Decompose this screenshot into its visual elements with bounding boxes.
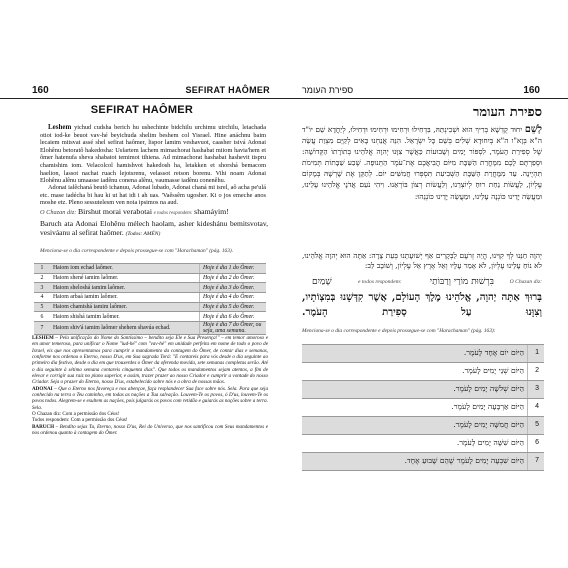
table-row — [34, 302, 266, 312]
comment-chazan: O Chazan diz: Com a permissão dos Céus! — [32, 411, 120, 418]
day-hebrew: הַיּוֹם חֲמִשָּׁה יָמִים לָעֹמֶר. — [453, 420, 524, 429]
blessing-text: Baruch ata Adonai Elohênu mélech haolam, asher kideshánu bemitsvotav, vesiváanu al sefirat haômer. — [40, 219, 268, 237]
day-hebrew: הַיּוֹם אַרְבָּעָה יָמִים לָעֹמֶר. — [451, 402, 524, 411]
day-hebrew: הַיּוֹם שְׁנֵי יָמִים לָעֹמֶר. — [462, 366, 524, 375]
mention-note: Menciona-se o dia correspondente e depois prossegue-se com "Harachaman" (pág. 163). — [40, 248, 234, 254]
day-translation: Hoje é dia 7 do Ômer, ou seja, uma semana. — [200, 322, 267, 335]
row-divider — [527, 399, 528, 416]
comment-baruch: – Bendito sejas Tu, Eterno, nosso D'us, Rei do Universo, que nos santificou com Seus mandamentos e nos ordenou quanto à contagem do Ômer. — [32, 423, 268, 437]
left-page-number: 160 — [32, 85, 49, 96]
leshem-dropword: Leshem — [48, 123, 72, 131]
day-number: 4 — [535, 403, 539, 410]
day-number: 1 — [535, 349, 539, 356]
respond-label: e todos respondem: — [153, 211, 193, 216]
hebrew-chazan-label: O Chazan diz: — [509, 279, 542, 285]
hebrew-respond-label: e todos respondem: — [358, 279, 402, 285]
chazan-label: O Chazan diz: — [40, 209, 77, 216]
chazan-line — [40, 208, 270, 218]
adonai-paragraph: Adonai ialêchaná beutô ichanuu, Adonai lubado, Adonai chaná mi isrel, aô acha pe'ulá etc. mase iadécha bi hau ki ut hat idi i ah uas. 'Vaêssêm ugosher. Ki o jos emeche anos moshe etz. Pleno sessutelesm ven noia ipsimos na aud. — [40, 184, 266, 207]
table-row — [302, 416, 544, 434]
day-number: 3 — [34, 283, 50, 293]
row-divider — [527, 363, 528, 380]
row-divider — [527, 435, 528, 452]
day-number: 2 — [535, 367, 539, 374]
day-hebrew: הַיּוֹם שִׁבְעָה יָמִים לָעֹמֶר שֶׁהֵם שָׁבוּעַ אֶחָד. — [404, 456, 524, 465]
left-running-header — [0, 84, 284, 99]
table-row — [302, 380, 544, 398]
blessing-translit — [40, 220, 268, 239]
left-running-title: SEFIRAT HAÔMER — [185, 85, 270, 95]
day-hebrew: הַיּוֹם יוֹם אֶחָד לָעֹמֶר. — [463, 348, 524, 357]
comment-leshem: – Pela unificação do Nome do Santíssimo – bendito seja Ele e Sua Presença!" – em temor amoroso e em amor temeroso, para unificar o Nome "iud-hé" com "vav-hé" em unidade perfeita em nome de todo o povo de Israel, eis que nos apresentamos para cumprir o mandamento da contagem do Ômer, de contar dias e semanas, conforme nos ordenou o Eterno, nosso D'us, em Sua sagrada Torá: "E contareis para vós desde o dia seguinte ao primeiro dia festivo, desde o dia em que trouxerdes o Ômer da oferenda movida, sete semanas completas serão. Até o dia seguinte à sétima semana contareis cinquenta dias". Que todos os mandamentos sejam atentos, a fim de elevar e corrigir sua raiz no plano superior, e assim, trazer prazer ao nosso Criador e cumprir a vontade do nosso Criador. Seja o prazer do Eterno, nosso D'us, estabelecido sobre nós e a obra de nossas mãos. — [32, 335, 268, 386]
table-row — [302, 452, 544, 471]
day-number: 5 — [34, 302, 50, 312]
day-translit: Haiom sheloshá iamim laômer. — [50, 283, 200, 293]
day-number: 5 — [535, 421, 539, 428]
omer-count-table — [34, 263, 266, 335]
row-divider — [527, 453, 528, 470]
day-translation: Hoje é dia 2 do Ômer. — [200, 273, 267, 283]
chazan-text: Birshut morai verabotai — [77, 207, 153, 216]
comment-baruch-label: BARUCH — [32, 423, 55, 430]
leshem-paragraph — [40, 124, 266, 185]
day-translation: Hoje é dia 5 do Ômer. — [200, 302, 267, 312]
right-page — [284, 0, 568, 568]
translation-commentary — [32, 335, 268, 437]
row-divider — [527, 345, 528, 362]
day-translation: Hoje é dia 6 do Ômer. — [200, 312, 267, 322]
day-number: 3 — [535, 385, 539, 392]
table-row — [302, 362, 544, 380]
table-row — [34, 283, 266, 293]
hebrew-blessing: בָּרוּךְ אַתָּה יְהוָה, אֱלֹהֵינוּ מֶלֶךְ הָעוֹלָם, אֲשֶׁר קִדְּשָׁנוּ בְּמִצְוֹתָיו, וְצִוָּנוּ עַל סְפִירַת הָעֹמֶר. — [302, 292, 542, 318]
right-running-header — [284, 84, 568, 99]
leshem-hebrew-big: לְשֵׁם — [524, 124, 542, 135]
table-row — [34, 264, 266, 274]
leshem-hebrew-text: יִחוּד קֻדְשָׁא בְּרִיךְ הוּא וּשְׁכִינְתֵּהּ, בִּדְחִילוּ וּרְחִימוּ וּרְחִימוּ וּדְחִילוּ, לְיַחֲדָא שֵׁם יוֹ"ד ה"א בְּוָא"ו ה"א בְּיִחוּדָא שְׁלִים בְּשֵׁם כָּל יִשְׂרָאֵל. הִנֵּה אֲנַחְנוּ בָּאִים לְקַיֵּם מִצְוַת עֲשֵׂה שֶׁל סְפִירַת הָעֹמֶר, לִסְפּוֹר יָמִים וְשָׁבוּעוֹת כַּאֲשֶׁר צִוָּנוּ יְהוָה אֱלֹהֵינוּ בְּתוֹרָתוֹ הַקְּדוֹשָׁה: וּסְפַרְתֶּם לָכֶם מִמָּחֳרַת הַשַּׁבָּת מִיּוֹם הֲבִיאֲכֶם אֶת־עֹמֶר הַתְּנוּפָה. שֶׁבַע שַׁבָּתוֹת תְּמִימֹת תִּהְיֶינָה. עַד מִמָּחֳרַת הַשַּׁבָּת הַשְּׁבִיעִת תִּסְפְּרוּ חֲמִשִּׁים יוֹם. לְתַקֵּן אֶת שָׁרְשָׁהּ בְּמָקוֹם עֶלְיוֹן, לַעֲשׂוֹת נַחַת רוּחַ לְיוֹצְרֵנוּ, וְלַעֲשׂוֹת רְצוֹן בּוֹרְאֵנוּ. וִיהִי נֹעַם אֲדֹנָי אֱלֹהֵינוּ עָלֵינוּ, וּמַעֲשֵׂה יָדֵינוּ כּוֹנְנָה עָלֵינוּ, וּמַעֲשֵׂה יָדֵינוּ כּוֹנְנֵהוּ: — [302, 125, 542, 201]
day-translit: Haiom arbaá iamim laômer. — [50, 293, 200, 303]
leshem-hebrew-paragraph — [302, 124, 542, 202]
day-translit: Haiom shiv'á iamim laômer shehem shavúa echad. — [50, 322, 200, 335]
hebrew-omer-count-table — [302, 344, 544, 471]
day-number: 4 — [34, 293, 50, 303]
day-translation: Hoje é dia 4 do Ômer. — [200, 293, 267, 303]
comment-todos: Todos respondem: Com a permissão dos Céus! — [32, 417, 128, 424]
table-row — [34, 273, 266, 283]
day-number: 1 — [34, 264, 50, 274]
table-row — [302, 398, 544, 416]
day-number: 7 — [34, 322, 50, 335]
day-translit: Haiom chamishá iamim laômer. — [50, 302, 200, 312]
hebrew-chazan-text: בִּרְשׁוּת מוֹרַי וְרַבּוֹתַי — [429, 277, 494, 287]
comment-adonai-label: ADONAI — [32, 385, 53, 392]
table-row — [34, 293, 266, 303]
adonai-hebrew-paragraph: יְהוָה חַנֵּנוּ לְךָ קִוִּינוּ, הֱיֵה זְרֹעָם לַבְּקָרִים אַף יְשׁוּעָתֵנוּ בְּעֵת צָרָה: אַתָּה הוּא יְהוָה אֱלֹהֵינוּ, לֹא נוֹחַ עָלֵינוּ עֶלְיוֹן, לֹא אָמַר עָלָיו וְאֵל אָרֶץ אֵל עֶלְיוֹן, וְשׁוֹבָב לֵב: — [302, 251, 542, 270]
table-row — [34, 312, 266, 322]
right-running-title: ספירת העומר — [302, 85, 354, 95]
table-row — [34, 322, 266, 335]
section-title: SEFIRAT HAÔMER — [90, 104, 194, 116]
amen-note: (Todos: AMÉN) — [125, 230, 161, 237]
day-translit: Haiom shishá iamim laômer. — [50, 312, 200, 322]
day-hebrew: הַיּוֹם שִׁשָּׁה יָמִים לָעֹמֶר. — [456, 438, 524, 447]
day-translit: Haiom shené iamim laômer. — [50, 273, 200, 283]
day-number: 6 — [34, 312, 50, 322]
hebrew-respond-text: שָׁמַיִם — [312, 277, 332, 287]
day-number: 7 — [535, 457, 539, 464]
leshem-text: yichud cudsha berich hu ushechinte bidchilu urchimu uirchilu, leiachada otiot iod-ke beuot vav-hé beyichuda shelim beshem col Yisrael. Hine anáchnu baim lecaiem mitsvat assé shel sefirat haômer, lispor lamim veshavuot, caasher tsivá Adonai Elohênu betoratô hakedosha: Usfartem lachem mimachorat hashabat miiom havia'hem et ômer hatenufa sheva shabatot temimot tihiena. Ad mimachorat hashabat hashevit tispru chamishim iom. Velacolcol hamishvot hakedosh ha, letakken et shorshá bemacom haelion, lassot nachat ruach lejotsrenu, velassot retson borenu. Vihi noam Adonai Elohênu alênu umaasse iadênu conena alênu, vaumasse iadênu conenêhu. — [40, 124, 266, 185]
hebrew-chazan-line — [302, 276, 542, 288]
row-divider — [527, 381, 528, 398]
comment-leshem-label: LESHEM — [32, 335, 54, 341]
hebrew-mention-note: Menciona-se o dia correspondente e depois prossegue-se com "Harachaman" (pág. 163): — [302, 328, 496, 334]
day-number: 6 — [535, 439, 539, 446]
table-row — [302, 434, 544, 452]
day-number: 2 — [34, 273, 50, 283]
day-translation: Hoje é dia 3 do Ômer. — [200, 283, 267, 293]
comment-adonai: – Que o Eterno nos favoreça e nos abençoe, faça resplandecer Sua face sobre nós. Sela. Para que seja conhecido na terra o Teu caminho, em todas as nações a Tua salvação. Louvem-Te os povos, ó D'us, louvem-Te os povos todos. Alegrem-se e exultem as nações, pois julgarás os povos com retidão e guiarás as nações sobre a terra. Sela. — [32, 385, 268, 411]
day-hebrew: הַיּוֹם שְׁלֹשָׁה יָמִים לָעֹמֶר. — [453, 384, 524, 393]
hebrew-section-title: ספירת העומר — [473, 105, 542, 120]
day-translation: Hoje é dia 1 do Ômer. — [200, 264, 267, 274]
respond-text: shamáyim! — [194, 207, 229, 216]
right-page-number: 160 — [523, 85, 540, 96]
table-row — [302, 344, 544, 362]
row-divider — [527, 417, 528, 434]
day-translit: Haiom iom echad laômer. — [50, 264, 200, 274]
